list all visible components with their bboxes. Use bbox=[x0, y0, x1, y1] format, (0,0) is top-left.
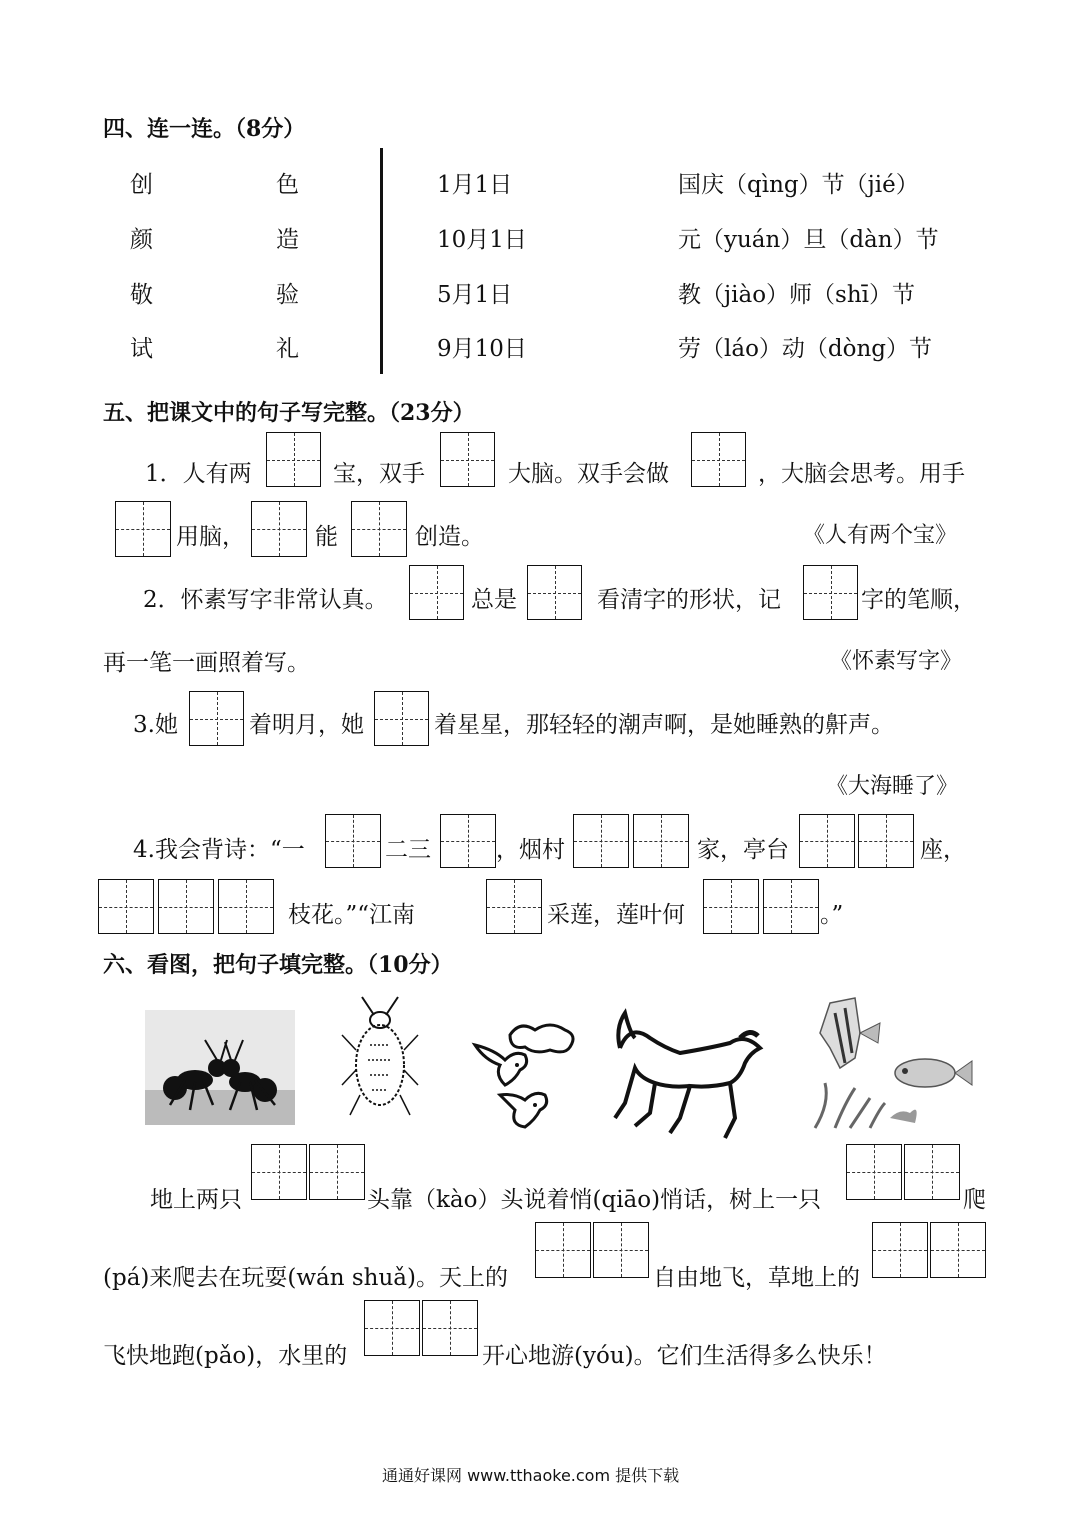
q2-text: 字的笔顺， bbox=[861, 587, 976, 613]
answer-box[interactable] bbox=[351, 501, 407, 557]
date-item: 9月10日 bbox=[437, 336, 527, 362]
char-left: 试 bbox=[130, 336, 153, 362]
char-right: 色 bbox=[276, 172, 299, 198]
section4-heading: 四、连一连。（8分） bbox=[103, 116, 306, 142]
q4-text: 4.我会背诗：“一 bbox=[133, 837, 305, 863]
answer-box[interactable] bbox=[364, 1300, 420, 1356]
birds-picture bbox=[470, 1015, 580, 1135]
q4-text: 二三 bbox=[385, 837, 431, 863]
s6-text: 自由地飞，草地上的 bbox=[653, 1265, 860, 1291]
answer-box[interactable] bbox=[593, 1222, 649, 1278]
q3-source: 《大海睡了》 bbox=[826, 774, 959, 799]
answer-box[interactable] bbox=[422, 1300, 478, 1356]
q1-source: 《人有两个宝》 bbox=[803, 523, 958, 548]
divider-line bbox=[380, 148, 383, 374]
answer-box[interactable] bbox=[872, 1222, 928, 1278]
horse-picture bbox=[610, 1008, 770, 1143]
s6-text: 爬 bbox=[963, 1187, 986, 1213]
q1-text: 宝，双手 bbox=[333, 461, 425, 487]
q2-text: 再一笔一画照着写。 bbox=[103, 650, 310, 676]
answer-box[interactable] bbox=[703, 879, 759, 934]
answer-box[interactable] bbox=[691, 432, 746, 487]
answer-box[interactable] bbox=[251, 501, 307, 557]
q4-text: 座， bbox=[920, 837, 966, 863]
q4-text: 枝花。”“江南 bbox=[288, 902, 416, 928]
answer-box[interactable] bbox=[486, 879, 542, 934]
char-right: 验 bbox=[276, 282, 299, 308]
q4-text: 。” bbox=[820, 902, 844, 928]
char-right: 造 bbox=[276, 227, 299, 253]
q1-text: 创造。 bbox=[415, 524, 484, 550]
q3-text: 着星星，那轻轻的潮声啊，是她睡熟的鼾声。 bbox=[434, 712, 894, 738]
answer-box[interactable] bbox=[98, 879, 154, 934]
q4-text: ，烟村 bbox=[496, 837, 565, 863]
holiday-item: 国庆（qìng）节（jié） bbox=[678, 172, 919, 198]
answer-box[interactable] bbox=[374, 691, 429, 746]
answer-box[interactable] bbox=[251, 1144, 307, 1200]
answer-box[interactable] bbox=[218, 879, 274, 934]
date-item: 1月1日 bbox=[437, 172, 513, 198]
char-right: 礼 bbox=[276, 336, 299, 362]
section6-heading: 六、看图，把句子填完整。（10分） bbox=[103, 952, 453, 978]
answer-box[interactable] bbox=[266, 432, 321, 487]
char-left: 敬 bbox=[130, 282, 153, 308]
answer-box[interactable] bbox=[409, 565, 464, 620]
answer-box[interactable] bbox=[115, 501, 171, 557]
answer-box[interactable] bbox=[440, 814, 496, 868]
char-left: 颜 bbox=[130, 227, 153, 253]
answer-box[interactable] bbox=[527, 565, 582, 620]
answer-box[interactable] bbox=[535, 1222, 591, 1278]
s6-text: 地上两只 bbox=[150, 1187, 242, 1213]
char-left: 创 bbox=[130, 172, 153, 198]
q2-text: 看清字的形状，记 bbox=[597, 587, 781, 613]
s6-text: (pá)来爬去在玩耍(wán shuǎ)。天上的 bbox=[103, 1265, 508, 1291]
answer-box[interactable] bbox=[573, 814, 629, 868]
q4-text: 采莲，莲叶何 bbox=[547, 902, 685, 928]
date-item: 5月1日 bbox=[437, 282, 513, 308]
answer-box[interactable] bbox=[158, 879, 214, 934]
insect-picture bbox=[340, 995, 420, 1120]
answer-box[interactable] bbox=[440, 432, 495, 487]
answer-box[interactable] bbox=[189, 691, 244, 746]
answer-box[interactable] bbox=[633, 814, 689, 868]
ants-picture bbox=[145, 1010, 295, 1125]
s6-text: 开心地游(yóu)。它们生活得多么快乐！ bbox=[482, 1343, 887, 1369]
answer-box[interactable] bbox=[846, 1144, 902, 1200]
q1-text: ，大脑会思考。用手 bbox=[758, 461, 965, 487]
q2-text: 总是 bbox=[471, 587, 517, 613]
q3-text: 着明月，她 bbox=[249, 712, 364, 738]
q1-text: 用脑， bbox=[176, 524, 245, 550]
holiday-item: 劳（láo）动（dòng）节 bbox=[678, 336, 933, 362]
s6-text: 头靠（kào）头说着悄(qiāo)悄话，树上一只 bbox=[367, 1187, 822, 1213]
date-item: 10月1日 bbox=[437, 227, 527, 253]
section5-heading: 五、把课文中的句子写完整。（23分） bbox=[103, 400, 475, 426]
q2-text: 2．怀素写字非常认真。 bbox=[143, 587, 388, 613]
q1-text: 能 bbox=[315, 524, 338, 550]
answer-box[interactable] bbox=[309, 1144, 365, 1200]
holiday-item: 元（yuán）旦（dàn）节 bbox=[678, 227, 939, 253]
answer-box[interactable] bbox=[803, 565, 858, 620]
answer-box[interactable] bbox=[904, 1144, 960, 1200]
q1-text: 1．人有两 bbox=[145, 461, 252, 487]
answer-box[interactable] bbox=[930, 1222, 986, 1278]
answer-box[interactable] bbox=[763, 879, 819, 934]
answer-box[interactable] bbox=[325, 814, 381, 868]
q4-text: 家，亭台 bbox=[697, 837, 789, 863]
answer-box[interactable] bbox=[799, 814, 855, 868]
s6-text: 飞快地跑(pǎo)，水里的 bbox=[103, 1343, 348, 1369]
q2-source: 《怀素写字》 bbox=[830, 649, 963, 674]
q1-text: 大脑。双手会做 bbox=[508, 461, 669, 487]
footer-text: 通通好课网 www.tthaoke.com 提供下载 bbox=[382, 1466, 680, 1485]
holiday-item: 教（jiào）师（shī）节 bbox=[678, 282, 916, 308]
answer-box[interactable] bbox=[858, 814, 914, 868]
fish-picture bbox=[810, 993, 975, 1133]
q3-text: 3.她 bbox=[133, 712, 178, 738]
